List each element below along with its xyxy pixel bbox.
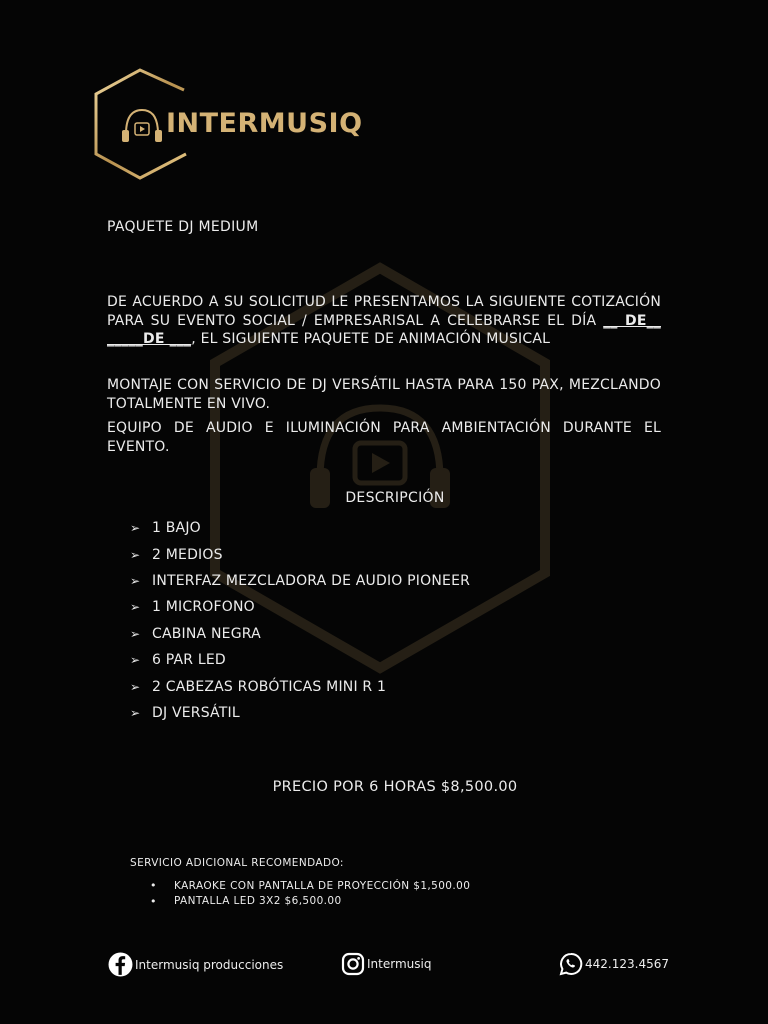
list-item: ➢ 2 CABEZAS ROBÓTICAS MINI R 1 [130, 678, 387, 695]
arrow-bullet-icon: ➢ [130, 600, 141, 615]
arrow-bullet-icon: ➢ [130, 521, 141, 536]
facebook-icon [108, 952, 133, 977]
list-item: • PANTALLA LED 3X2 $6,500.00 [150, 894, 342, 908]
facebook-label: Intermusiq producciones [135, 957, 284, 972]
instagram-icon [341, 952, 365, 976]
list-item: • KARAOKE CON PANTALLA DE PROYECCIÓN $1,500.00 [150, 879, 471, 893]
arrow-bullet-icon: ➢ [130, 626, 141, 641]
arrow-bullet-icon: ➢ [130, 705, 141, 720]
whatsapp-link[interactable] [559, 952, 669, 976]
arrow-bullet-icon: ➢ [130, 653, 141, 668]
facebook-link[interactable] [108, 952, 283, 977]
list-item: ➢ 6 PAR LED [130, 652, 226, 669]
dj-headphones-icon [122, 110, 162, 142]
equipment-paragraph: EQUIPO DE AUDIO E ILUMINACIÓN PARA AMBIENTACIÓN DURANTE EL EVENTO. [107, 420, 661, 455]
intro-paragraph [107, 293, 661, 349]
list-item: ➢ 1 MICROFONO [130, 599, 255, 616]
whatsapp-label: 442.123.4567 [585, 957, 669, 971]
brand-name: INTERMUSIQ [166, 108, 363, 139]
whatsapp-icon [559, 952, 583, 976]
arrow-bullet-icon: ➢ [130, 547, 141, 562]
arrow-bullet-icon: ➢ [130, 573, 141, 588]
intro-text-end: , EL SIGUIENTE PAQUETE DE ANIMACIÓN MUSICAL [191, 331, 551, 347]
service-paragraph: MONTAJE CON SERVICIO DE DJ VERSÁTIL HASTA PARA 150 PAX, MEZCLANDO TOTALMENTE EN VIVO. [107, 377, 661, 412]
price-line: PRECIO POR 6 HORAS $8,500.00 [272, 779, 518, 795]
page-title: PAQUETE DJ MEDIUM [107, 219, 259, 235]
arrow-bullet-icon: ➢ [130, 679, 141, 694]
bullet-icon: • [150, 894, 157, 908]
list-item: ➢ CABINA NEGRA [130, 625, 261, 642]
instagram-label: Intermusiq [367, 957, 432, 971]
intro-text-start: DE ACUERDO A SU SOLICITUD LE PRESENTAMOS LA SIGUIENTE COTIZACIÓN PARA SU EVENTO SOCIAL / EMPRESARISAL A CELEBRARSE EL DÍA [107, 294, 661, 329]
list-item: ➢ 2 MEDIOS [130, 546, 223, 563]
bullet-icon: • [150, 879, 157, 893]
list-item: ➢ 1 BAJO [130, 520, 201, 537]
list-item: ➢ DJ VERSÁTIL [130, 704, 240, 721]
instagram-link[interactable] [341, 952, 431, 976]
equipment-list [130, 515, 470, 726]
date-blank: __ DE__ _____DE ___ [107, 312, 661, 347]
extras-list [150, 878, 470, 909]
extras-title: SERVICIO ADICIONAL RECOMENDADO: [130, 857, 344, 869]
description-heading: DESCRIPCIÓN [345, 490, 445, 506]
list-item: ➢ INTERFAZ MEZCLADORA DE AUDIO PIONEER [130, 572, 471, 589]
